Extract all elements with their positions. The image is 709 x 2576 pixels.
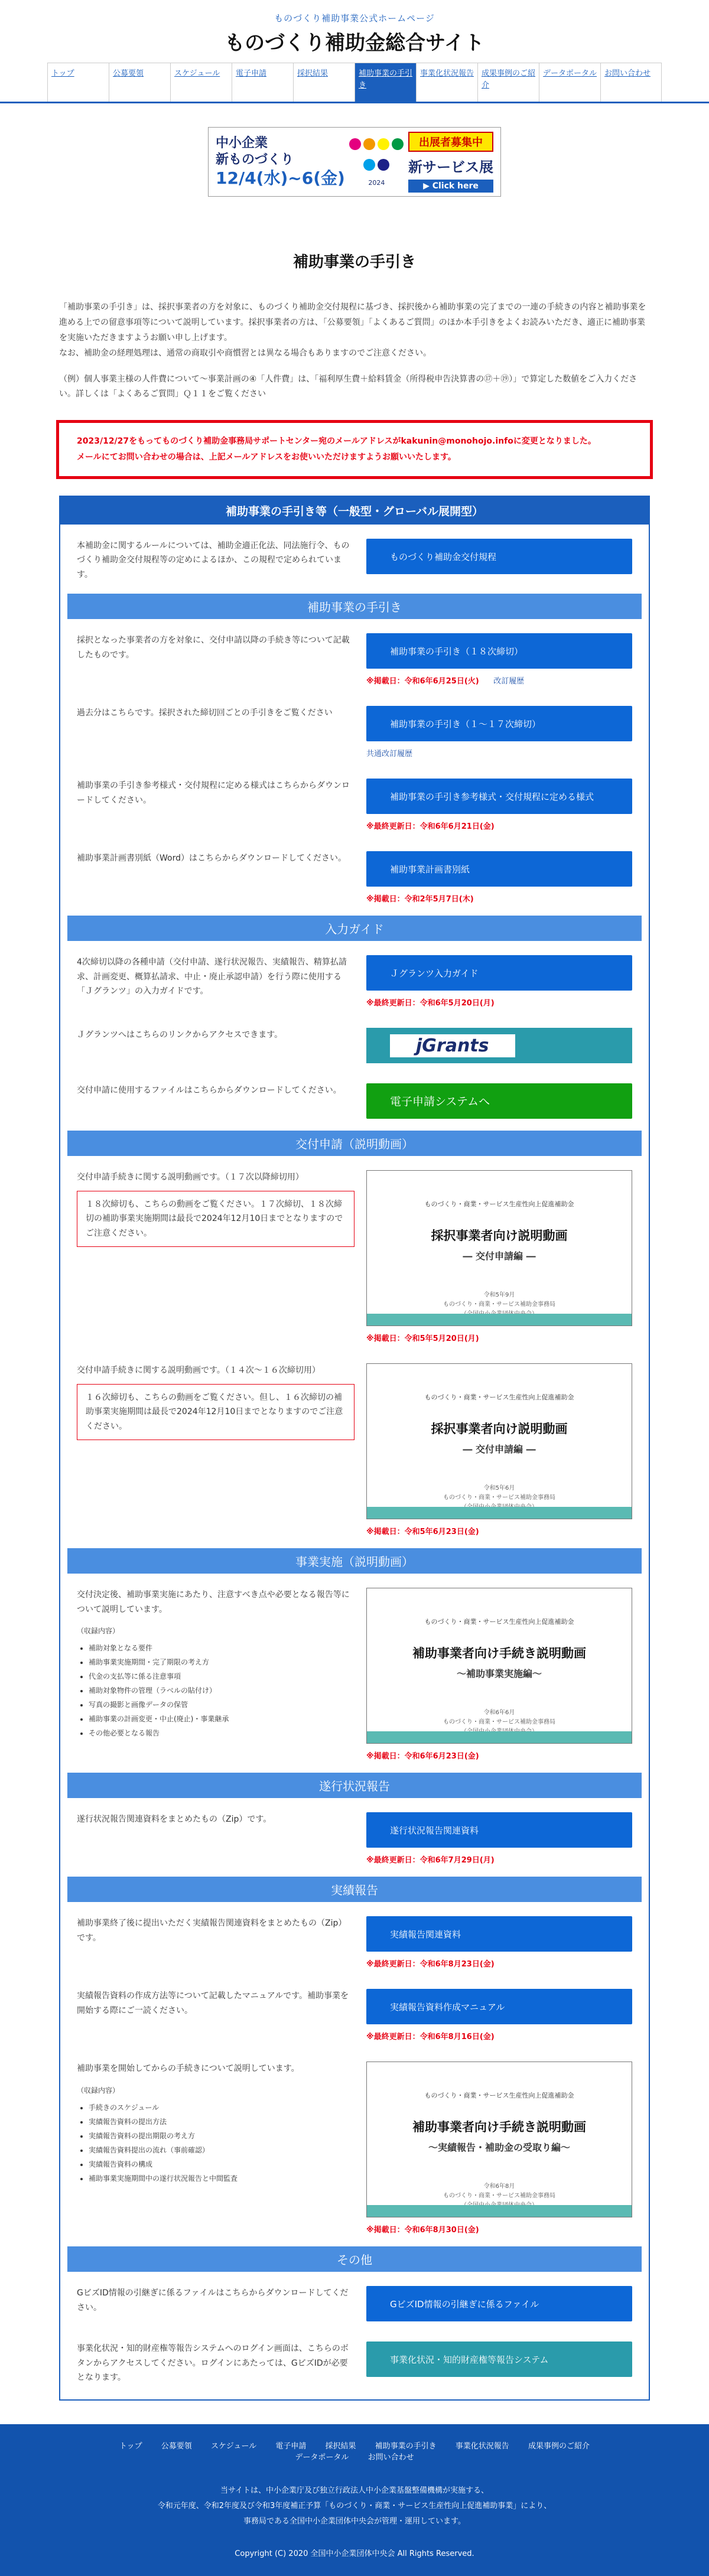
kofu17-video-thumbnail[interactable] xyxy=(366,1170,632,1326)
footer-line2: 令和元年度、令和2年度及び令和3年度補正予算「ものづくり・商業・サービス生産性向上促進補助事業」により、 xyxy=(157,2501,552,2510)
intro-p2: （例）個人事業主様の人件費について～事業計画の④「人件費」は、「福利厚生費＋給料賃金（所得税申告決算書の⑰＋⑲）」で算定した数値をご入力ください。詳しくは「よくあるご質問」Ｑ１１をご覧ください xyxy=(59,374,638,399)
list-item: • 補助事業実施期間中の遂行状況報告と中間監査 xyxy=(89,2171,354,2186)
banner-logo-icon xyxy=(348,133,405,190)
thumb-org1: ものづくり・商業・サービス補助金事務局 xyxy=(443,1301,555,1308)
intro xyxy=(59,300,650,402)
section-kofu-heading: 交付申請（説明動画） xyxy=(67,1131,642,1156)
jisseki-contents-label: （収録内容） xyxy=(77,2086,120,2095)
footer-link-jigyouka[interactable]: 事業化状況報告 xyxy=(455,2441,509,2451)
list-item: • 実績報告資料の提出方法 xyxy=(89,2115,354,2129)
footer-link-data-portal[interactable]: データポータル xyxy=(295,2453,349,2462)
footer-line3: 事務局である全国中小企業団体中央会が管理・運用しています。 xyxy=(243,2516,466,2526)
report-system-text: 事業化状況・知的財産権等報告システムへのログイン画面は、こちらのボタンからアクセスしてください。ログインにあたっては、GビズIDが必要となります。 xyxy=(77,2344,349,2383)
jisshi-contents-label: （収録内容） xyxy=(77,1627,120,1636)
thumb-title: 補助事業者向け手続き説明動画 xyxy=(412,2120,586,2135)
thumb-sub: ― 交付申請編 ― xyxy=(463,1250,536,1262)
nav-seika[interactable]: 成果事例のご紹介 xyxy=(477,63,539,102)
section-other-heading: その他 xyxy=(67,2246,642,2272)
site-footer xyxy=(0,2424,709,2576)
section-jisshi-heading: 事業実施（説明動画） xyxy=(67,1548,642,1574)
email-change-alert xyxy=(56,420,653,478)
footer-link-schedule[interactable]: スケジュール xyxy=(210,2441,257,2451)
jisshi-video-thumbnail[interactable] xyxy=(366,1588,632,1744)
banner-line1: 中小企業 xyxy=(216,136,268,151)
list-item: • 補助事業の計画変更・中止(廃止)・事業継承 xyxy=(89,1712,354,1726)
jisseki-manual-button[interactable]: 実績報告資料作成マニュアル xyxy=(366,1989,632,2024)
thumb-sub: ～補助事業実施編～ xyxy=(456,1668,542,1680)
list-item: • 補助事業実施期間・完了期限の考え方 xyxy=(89,1655,354,1669)
list-item: • 補助対象物件の管理（ラベルの貼付け） xyxy=(89,1683,354,1698)
footer-link-denshi[interactable]: 電子申請 xyxy=(275,2441,307,2451)
kofu17-text: 交付申請手続きに関する説明動画です。（１７次以降締切用） xyxy=(77,1173,304,1183)
tebiki-forms-text: 補助事業の手引き参考様式・交付規程に定める様式はこちらからダウンロードしてください。 xyxy=(77,781,350,805)
report-system-button[interactable]: 事業化状況・知的財産権等報告システム xyxy=(366,2341,632,2377)
section-tebiki-heading: 補助事業の手引き xyxy=(67,594,642,619)
banner-click-button[interactable]: ▶ Click here xyxy=(408,180,493,193)
nav-jigyouka[interactable]: 事業化状況報告 xyxy=(416,63,477,102)
tebiki-past-button[interactable]: 補助事業の手引き（１～１７次締切） xyxy=(366,706,632,741)
list-item: • 実績報告資料提出の流れ（事前確認） xyxy=(89,2143,354,2157)
thumb-org1: ものづくり・商業・サービス補助金事務局 xyxy=(443,1719,555,1726)
intro-p1b: なお、補助金の経理処理は、通常の商取引や商慣習とは異なる場合もありますのでご注意ください。 xyxy=(59,348,431,358)
site-subtitle: ものづくり補助事業公式ホームページ xyxy=(274,13,435,24)
footer-link-top[interactable]: トップ xyxy=(119,2441,142,2451)
banner-title: 新サービス展 xyxy=(408,158,493,175)
thumb-top: ものづくり・商業・サービス生産性向上促進補助金 xyxy=(424,1200,574,1209)
jgrants-guide-button[interactable]: Ｊグランツ入力ガイド xyxy=(366,955,632,991)
footer-description xyxy=(0,2483,709,2529)
plan-attachment-text: 補助事業計画書別紙（Word）はこちらからダウンロードしてください。 xyxy=(77,854,346,864)
jgrants-logo: jGrants xyxy=(390,1034,515,1057)
jgrants-guide-date: ※最終更新日：令和6年5月20日(月) xyxy=(366,999,495,1008)
section-jisseki-heading: 実績報告 xyxy=(67,1877,642,1902)
footer-link-koubo[interactable]: 公募要領 xyxy=(161,2441,192,2451)
thumb-org1: ものづくり・商業・サービス補助金事務局 xyxy=(443,2193,555,2200)
thumb-top: ものづくり・商業・サービス生産性向上促進補助金 xyxy=(424,1393,574,1402)
jisseki-contents-list xyxy=(77,2100,354,2186)
nav-contact[interactable]: お問い合わせ xyxy=(600,63,662,102)
kofu14-date: ※掲載日：令和5年6月23日(金) xyxy=(366,1528,479,1537)
kofu17-note: １８次締切も、こちらの動画をご覧ください。１７次締切、１８次締切の補助事業実施期間は最長で2024年12月10日までとなりますのでご注意ください。 xyxy=(77,1191,354,1248)
nav-saitaku[interactable]: 採択結果 xyxy=(293,63,354,102)
jgrants-link-text: Ｊグランツへはこちらのリンクからアクセスできます。 xyxy=(77,1030,283,1040)
e-application-text: 交付申請に使用するファイルはこちらからダウンロードしてください。 xyxy=(77,1086,342,1096)
thumb-date: 令和6年8月 xyxy=(483,2183,515,2190)
plan-attachment-date: ※掲載日：令和2年5月7日(木) xyxy=(366,895,474,904)
banner-tag: 出展者募集中 xyxy=(408,132,493,152)
tebiki-forms-date: ※最終更新日：令和6年6月21日(金) xyxy=(366,822,495,832)
thumb-top: ものづくり・商業・サービス生産性向上促進補助金 xyxy=(424,1618,574,1626)
kofu17-date: ※掲載日：令和5年5月20日(月) xyxy=(366,1334,479,1344)
thumb-title: 採択事業者向け説明動画 xyxy=(431,1229,568,1243)
list-item: • 実績報告資料の構成 xyxy=(89,2157,354,2171)
tebiki-forms-button[interactable]: 補助事業の手引き参考様式・交付規程に定める様式 xyxy=(366,779,632,814)
jisseki-video-thumbnail[interactable] xyxy=(366,2062,632,2217)
jisshi-date: ※掲載日：令和6年6月23日(金) xyxy=(366,1752,479,1761)
jisseki-docs-date: ※最終更新日：令和6年8月23日(金) xyxy=(366,1960,495,1969)
jisseki-docs-button[interactable]: 実績報告関連資料 xyxy=(366,1916,632,1952)
nav-top[interactable]: トップ xyxy=(47,63,109,102)
jisseki-manual-text: 実績報告資料の作成方法等について記載したマニュアルです。補助事業を開始する際にご一読ください。 xyxy=(77,1991,349,2015)
e-application-button[interactable]: 電子申請システムへ xyxy=(366,1083,632,1119)
jgrants-button[interactable] xyxy=(366,1028,632,1063)
jgrants-guide-text: 4次締切以降の各種申請（交付申請、遂行状況報告、実績報告、精算払請求、計画変更、概算払請求、中止・廃止承認申請）を行う際に使用する「Ｊグランツ」の入力ガイドです。 xyxy=(77,958,347,996)
banner-line2: 新ものづくり xyxy=(216,152,294,167)
kitei-text: 本補助金に関するルールについては、補助金適正化法、同法施行令、ものづくり補助金交付規程等の定めによるほか、この規程で定められています。 xyxy=(77,540,350,579)
footer-link-saitaku[interactable]: 採択結果 xyxy=(325,2441,356,2451)
intro-p1: 「補助事業の手引き」は、採択事業者の方を対象に、ものづくり補助金交付規程に基づき、採択後から補助事業の完了までの一連の手続きの内容と補助事業を進める上での留意事項等について説明しています。採択事業者の方は、「公募要領」「よくあるご質問」のほか本手引きをよくお読みいただき、適正に補助事業を実施いただきますようお願い申し上げます。 xyxy=(59,302,646,343)
footer-link-contact[interactable]: お問い合わせ xyxy=(367,2453,414,2462)
tebiki18-button[interactable]: 補助事業の手引き（１８次締切） xyxy=(366,633,632,669)
jisshi-text: 交付決定後、補助事業実施にあたり、注意すべき点や必要となる報告等について説明しています。 xyxy=(77,1590,350,1614)
suiko-button[interactable]: 遂行状況報告関連資料 xyxy=(366,1812,632,1848)
kofu14-video-thumbnail[interactable] xyxy=(366,1363,632,1519)
thumb-date: 令和5年6月 xyxy=(483,1485,515,1492)
footer-link-seika[interactable]: 成果事例のご紹介 xyxy=(528,2441,590,2451)
banner-year: 2024 xyxy=(368,179,385,187)
page-title: 補助事業の手引き xyxy=(292,253,416,271)
list-item: • 手続きのスケジュール xyxy=(89,2100,354,2115)
kitei-button[interactable]: ものづくり補助金交付規程 xyxy=(366,539,632,574)
thumb-title: 補助事業者向け手続き説明動画 xyxy=(412,1646,586,1661)
nav-koubo[interactable]: 公募要領 xyxy=(109,63,170,102)
thumb-top: ものづくり・商業・サービス生産性向上促進補助金 xyxy=(424,2092,574,2100)
plan-attachment-button[interactable]: 補助事業計画書別紙 xyxy=(366,851,632,887)
nav-denshi[interactable]: 電子申請 xyxy=(232,63,293,102)
list-item: • その他必要となる報告 xyxy=(89,1726,354,1740)
footer-nav xyxy=(0,2440,709,2462)
list-item: • 写真の撮影と画像データの保管 xyxy=(89,1698,354,1712)
kofu14-note: １６次締切も、こちらの動画をご覧ください。但し、１６次締切の補助事業実施期間は最長で2024年12月10日までとなりますのでご注意ください。 xyxy=(77,1384,354,1441)
footer-link-tebiki[interactable]: 補助事業の手引き xyxy=(375,2441,437,2451)
gbiz-button[interactable]: GビズID情報の引継ぎに係るファイル xyxy=(366,2286,632,2321)
banner-date: 12/4(水)~6(金) xyxy=(216,168,345,188)
thumb-sub: ― 交付申請編 ― xyxy=(463,1444,536,1455)
kofu14-text: 交付申請手続きに関する説明動画です。（１４次～１６次締切用） xyxy=(77,1366,320,1376)
suiko-date: ※最終更新日：令和6年7月29日(月) xyxy=(366,1856,495,1865)
list-item: • 補助対象となる要件 xyxy=(89,1641,354,1655)
footer-line1: 当サイトは、中小企業庁及び独立行政法人中小企業基盤整備機構が実施する、 xyxy=(220,2486,489,2495)
nav-schedule[interactable]: スケジュール xyxy=(170,63,232,102)
common-revision-link[interactable]: 共通改訂履歴 xyxy=(366,750,413,759)
jisseki-manual-date: ※最終更新日：令和6年8月16日(金) xyxy=(366,2033,495,2042)
tebiki18-text: 採択となった事業者の方を対象に、交付申請以降の手続き等について記載したものです。 xyxy=(77,636,350,660)
global-nav xyxy=(0,63,709,103)
tebiki-past-text: 過去分はこちらです。採択された締切回ごとの手引きをご覧ください xyxy=(77,708,333,718)
suiko-text: 遂行状況報告関連資料をまとめたもの（Zip）です。 xyxy=(77,1815,272,1825)
copyright: Copyright (C) 2020 全国中小企業団体中央会 All Rights Reserved. xyxy=(235,2549,474,2558)
site-header xyxy=(0,0,709,63)
site-title[interactable]: ものづくり補助金総合サイト xyxy=(225,31,484,55)
nav-tebiki[interactable]: 補助事業の手引き xyxy=(354,63,416,102)
thumb-date: 令和5年9月 xyxy=(483,1292,515,1299)
jisseki-docs-text: 補助事業終了後に提出いただく実績報告関連資料をまとめたもの（Zip）です。 xyxy=(77,1919,347,1943)
expo-banner[interactable] xyxy=(208,127,501,197)
tebiki18-date: ※掲載日：令和6年6月25日(火) xyxy=(366,677,479,686)
tebiki-panel xyxy=(59,496,650,2401)
thumb-sub: ～実績報告・補助金の受取り編～ xyxy=(428,2142,570,2154)
revision-history-link[interactable]: 改訂履歴 xyxy=(493,677,525,686)
jisseki-video-text: 補助事業を開始してからの手続きについて説明しています。 xyxy=(77,2064,300,2074)
section-guide-heading: 入力ガイド xyxy=(67,916,642,941)
list-item: • 代金の支払等に係る注意事項 xyxy=(89,1669,354,1683)
thumb-title: 採択事業者向け説明動画 xyxy=(431,1422,568,1437)
alert-line1: 2023/12/27をもってものづくり補助金事務局サポートセンター宛のメールアドレスがkakunin@monohojo.infoに変更となりました。 xyxy=(77,437,596,447)
alert-line2: メールにてお問い合わせの場合は、上記メールアドレスをお使いいただけますようお願いいたします。 xyxy=(77,452,456,462)
thumb-date: 令和6年6月 xyxy=(483,1709,515,1717)
section-suiko-heading: 遂行状況報告 xyxy=(67,1773,642,1798)
nav-data-portal[interactable]: データポータル xyxy=(539,63,600,102)
jisseki-video-date: ※掲載日：令和6年8月30日(金) xyxy=(366,2226,479,2235)
list-item: • 実績報告資料の提出期限の考え方 xyxy=(89,2129,354,2143)
jisshi-contents-list xyxy=(77,1641,354,1740)
gbiz-text: GビズID情報の引継ぎに係るファイルはこちらからダウンロードしてください。 xyxy=(77,2288,349,2313)
thumb-org1: ものづくり・商業・サービス補助金事務局 xyxy=(443,1494,555,1502)
panel-title: 補助事業の手引き等（一般型・グローバル展開型） xyxy=(60,497,649,525)
